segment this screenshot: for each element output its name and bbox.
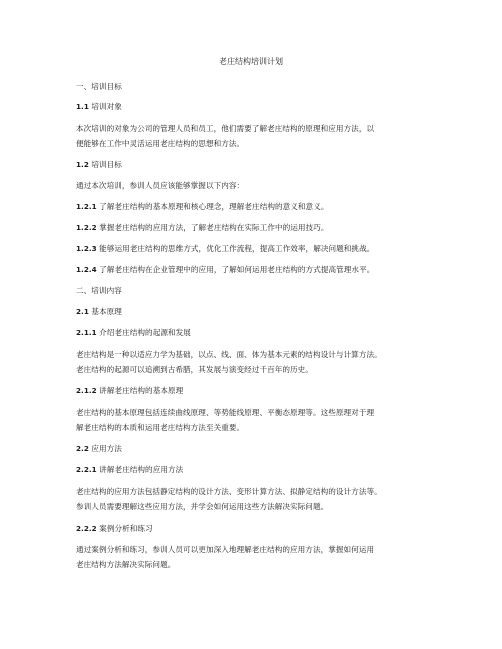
list-item (76, 223, 329, 233)
section-heading-1: 一、培训目标 (76, 82, 122, 91)
list-item (76, 265, 374, 275)
item-text: 掌握老庄结构的应用方法，了解老庄结构在实际工作中的运用技巧。 (96, 223, 329, 232)
paragraph-line: 老庄结构是一种以适应力学为基础，以点、线、面、体为基本元素的结构设计与计算方法。 (76, 350, 382, 359)
subheading-text: 讲解老庄结构的应用方法 (96, 465, 184, 474)
item-text: 能够运用老庄结构的思维方式，优化工作流程，提高工作效率，解决问题和挑战。 (96, 244, 375, 253)
list-item (76, 244, 374, 254)
paragraph-line: 老庄结构的基本原理包括连续曲线原理、等势能线原理、平衡态原理等。这些原理对于理 (76, 408, 375, 417)
paragraph-line: 便能够在工作中灵活运用老庄结构的思想和方法。 (76, 139, 245, 148)
subheading-number: 2.1.2 (76, 386, 97, 395)
subheading-text: 培训目标 (88, 160, 122, 169)
subheading-2-2 (76, 444, 122, 454)
subheading-2-2-2 (76, 524, 153, 534)
item-number: 1.2.3 (76, 244, 97, 253)
subheading-2-1-1 (76, 328, 191, 338)
subheading-text: 基本原理 (88, 307, 122, 316)
document-title: 老庄结构培训计划 (219, 57, 283, 66)
paragraph-line: 老庄结构的应用方法包括静定结构的设计方法、变形计算方法、拟静定结构的设计方法等。 (76, 487, 382, 496)
item-text: 了解老庄结构的基本原理和核心理念，理解老庄结构的意义和意义。 (96, 202, 329, 211)
list-item (76, 202, 329, 212)
subheading-number: 2.1 (76, 307, 89, 316)
subheading-number: 2.2.1 (76, 465, 97, 474)
subheading-number: 2.1.1 (76, 328, 97, 337)
item-text: 了解老庄结构在企业管理中的应用，了解如何运用老庄结构的方式提高管理水平。 (96, 265, 375, 274)
paragraph-line: 参训人员需要理解这些应用方法，并学会如何运用这些方法解决实际问题。 (76, 502, 329, 511)
subheading-text: 介绍老庄结构的起源和发展 (96, 328, 191, 337)
subheading-1-2 (76, 160, 122, 170)
subheading-number: 1.1 (76, 102, 89, 111)
section-heading-2: 二、培训内容 (76, 286, 122, 295)
item-number: 1.2.1 (76, 202, 97, 211)
subheading-number: 2.2.2 (76, 524, 97, 533)
paragraph-line: 通过案例分析和练习，参训人员可以更加深入地理解老庄结构的应用方法，掌握如何运用 (76, 545, 375, 554)
subheading-text: 讲解老庄结构的基本原理 (96, 386, 184, 395)
subheading-2-1-2 (76, 386, 183, 396)
item-number: 1.2.2 (76, 223, 97, 232)
paragraph-line: 本次培训的对象为公司的管理人员和员工，他们需要了解老庄结构的原理和应用方法，以 (76, 124, 375, 133)
paragraph-line: 老庄结构的起源可以追溯到古希腊，其发展与演变经过千百年的历史。 (76, 365, 313, 374)
subheading-text: 案例分析和练习 (96, 524, 153, 533)
paragraph-line: 解老庄结构的本质和运用老庄结构方法至关重要。 (76, 423, 245, 432)
paragraph-line: 老庄结构方法解决实际问题。 (76, 560, 176, 569)
subheading-text: 应用方法 (88, 444, 122, 453)
subheading-text: 培训对象 (88, 102, 122, 111)
subheading-number: 1.2 (76, 160, 89, 169)
subheading-number: 2.2 (76, 444, 89, 453)
item-number: 1.2.4 (76, 265, 97, 274)
subheading-2-1 (76, 307, 122, 317)
subheading-2-2-1 (76, 465, 183, 475)
paragraph-line: 通过本次培训，参训人员应该能够掌握以下内容： (76, 181, 245, 190)
subheading-1-1 (76, 102, 122, 112)
